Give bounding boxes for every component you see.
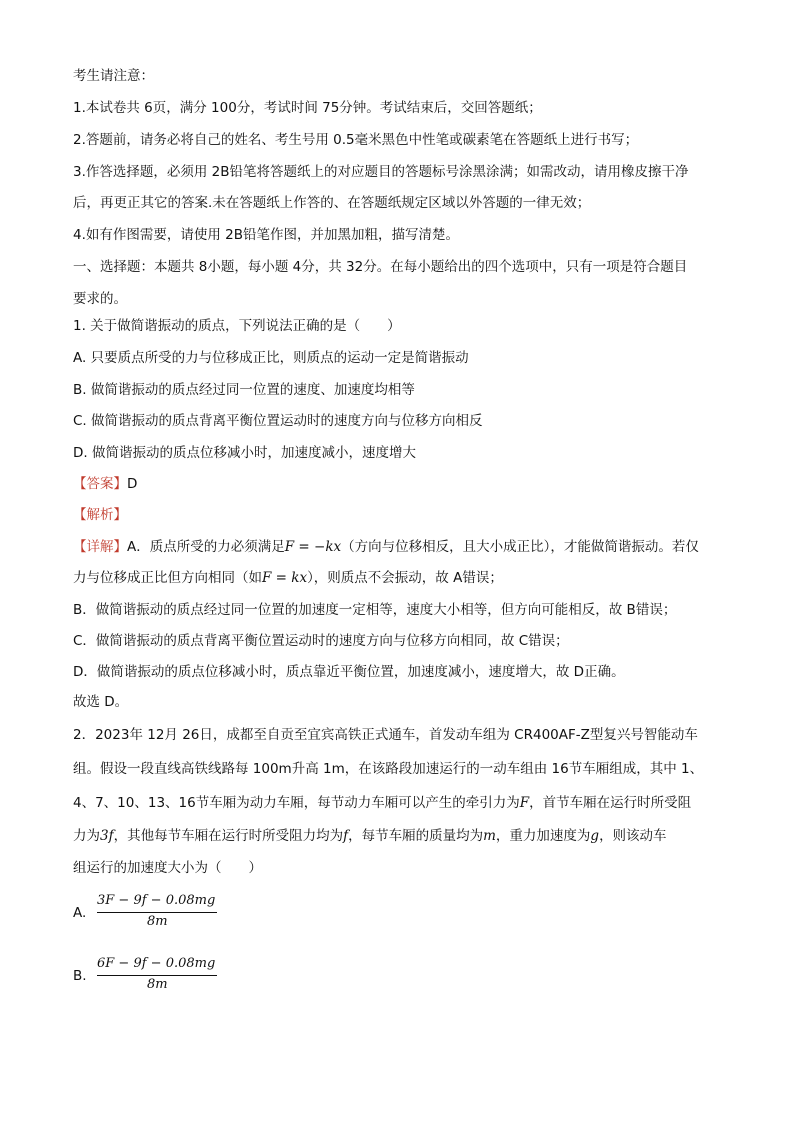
fraction-denominator: 8m: [147, 977, 168, 992]
detail-a2-post: ），则质点不会振动，故 A错误；: [307, 570, 503, 586]
fraction-denominator: 8m: [147, 914, 168, 929]
var-m: m: [483, 828, 496, 844]
q1-answer: [73, 474, 137, 494]
q1-detail-a-line1: [73, 537, 699, 557]
notice-item-2: 2.答题前，请务必将自己的姓名、考生号用 0.5毫米黑色中性笔或碳素笔在答题纸上进行书写；: [73, 132, 639, 148]
notice-item-4: 4.如有作图需要，请使用 2B铅笔作图，并加黑加粗，描写清楚。: [73, 227, 460, 243]
fraction-numerator: 3F − 9f − 0.08mg: [97, 893, 216, 908]
fraction-numerator: 6F − 9f − 0.08mg: [97, 956, 216, 971]
q2-line-1: 2．2023年 12月 26日，成都至自贡至宜宾高铁正式通车，首发动车组为 CR400AF-Z型复兴号智能动车: [73, 727, 698, 743]
detail-a1-post: （方向与位移相反，且大小成正比），才能做简谐振动。若仅: [341, 539, 699, 555]
section-heading-cont: 要求的。: [73, 291, 127, 307]
q1-analysis-tag: [73, 505, 127, 525]
q2-line4-mid2: ，每节车厢的质量均为: [348, 828, 484, 844]
q2-line-2: 组。假设一段直线高铁线路每 100m升高 1m，在该路段加速运行的一动车组由 16节车厢组成，其中 1、: [73, 761, 704, 777]
q2-line4-mid1: ，其他每节车厢在运行时所受阻力均为: [113, 828, 344, 844]
q1-option-a: A. 只要质点所受的力与位移成正比，则质点的运动一定是简谐振动: [73, 350, 469, 366]
q1-conclusion: 故选 D。: [73, 694, 129, 710]
q2-line-3: [73, 793, 691, 813]
answer-tag: 【答案】: [73, 476, 127, 492]
var-3f: 3f: [100, 828, 114, 844]
option-label: B.: [73, 968, 87, 984]
answer-value: D: [127, 476, 138, 492]
analysis-tag: 【解析】: [73, 507, 127, 523]
q2-line4-post: ，则该动车: [599, 828, 667, 844]
q1-option-c: C. 做简谐振动的质点背离平衡位置运动时的速度方向与位移方向相反: [73, 413, 483, 429]
q2-line4-pre: 力为: [73, 828, 100, 844]
q1-option-d: D. 做简谐振动的质点位移减小时，加速度减小，速度增大: [73, 445, 416, 461]
q2-line-4: [73, 826, 667, 846]
detail-a1-pre: A．质点所受的力必须满足: [127, 539, 285, 555]
formula-f-kx: F = kx: [262, 570, 308, 586]
detail-tag: 【详解】: [73, 539, 127, 555]
q1-detail-a-line2: [73, 568, 503, 588]
q1-stem: 1. 关于做简谐振动的质点，下列说法正确的是（ ）: [73, 318, 401, 334]
formula-f-neg-kx: F = −kx: [284, 539, 342, 555]
section-heading: 一、选择题：本题共 8小题，每小题 4分，共 32分。在每小题给出的四个选项中，只有一项是符合题目: [73, 259, 688, 275]
var-g: g: [590, 828, 600, 844]
detail-a2-pre: 力与位移成正比但方向相同（如: [73, 570, 262, 586]
notice-item-1: 1.本试卷共 6页，满分 100分，考试时间 75分钟。考试结束后，交回答题纸；: [73, 100, 542, 116]
var-f: f: [343, 828, 349, 844]
q1-detail-b: B．做简谐振动的质点经过同一位置的加速度一定相等，速度大小相等，但方向可能相反，故 B错误；: [73, 602, 677, 618]
q1-detail-d: D．做简谐振动的质点位移减小时，质点靠近平衡位置，加速度减小，速度增大，故 D正确。: [73, 664, 625, 680]
var-f-force: F: [519, 795, 530, 811]
notice-item-3-cont: 后，再更正其它的答案.未在答题纸上作答的、在答题纸规定区域以外答题的一律无效；: [73, 195, 591, 211]
fraction-bar: [97, 975, 217, 976]
q2-line4-mid3: ，重力加速度为: [495, 828, 591, 844]
notice-title: 考生请注意：: [73, 68, 154, 84]
q1-option-b: B. 做简谐振动的质点经过同一位置的速度、加速度均相等: [73, 382, 415, 398]
option-label: A.: [73, 905, 87, 921]
q2-line-5: 组运行的加速度大小为（ ）: [73, 860, 262, 876]
q2-line3-post: ，首节车厢在运行时所受阻: [529, 795, 692, 811]
notice-item-3: 3.作答选择题，必须用 2B铅笔将答题纸上的对应题目的答题标号涂黑涂满；如需改动，请用橡皮擦干净: [73, 164, 689, 180]
fraction-bar: [97, 912, 217, 913]
q1-detail-c: C．做简谐振动的质点背离平衡位置运动时的速度方向与位移方向相同，故 C错误；: [73, 633, 569, 649]
q2-line3-pre: 4、7、10、13、16节车厢为动力车厢，每节动力车厢可以产生的牵引力为: [73, 795, 520, 811]
